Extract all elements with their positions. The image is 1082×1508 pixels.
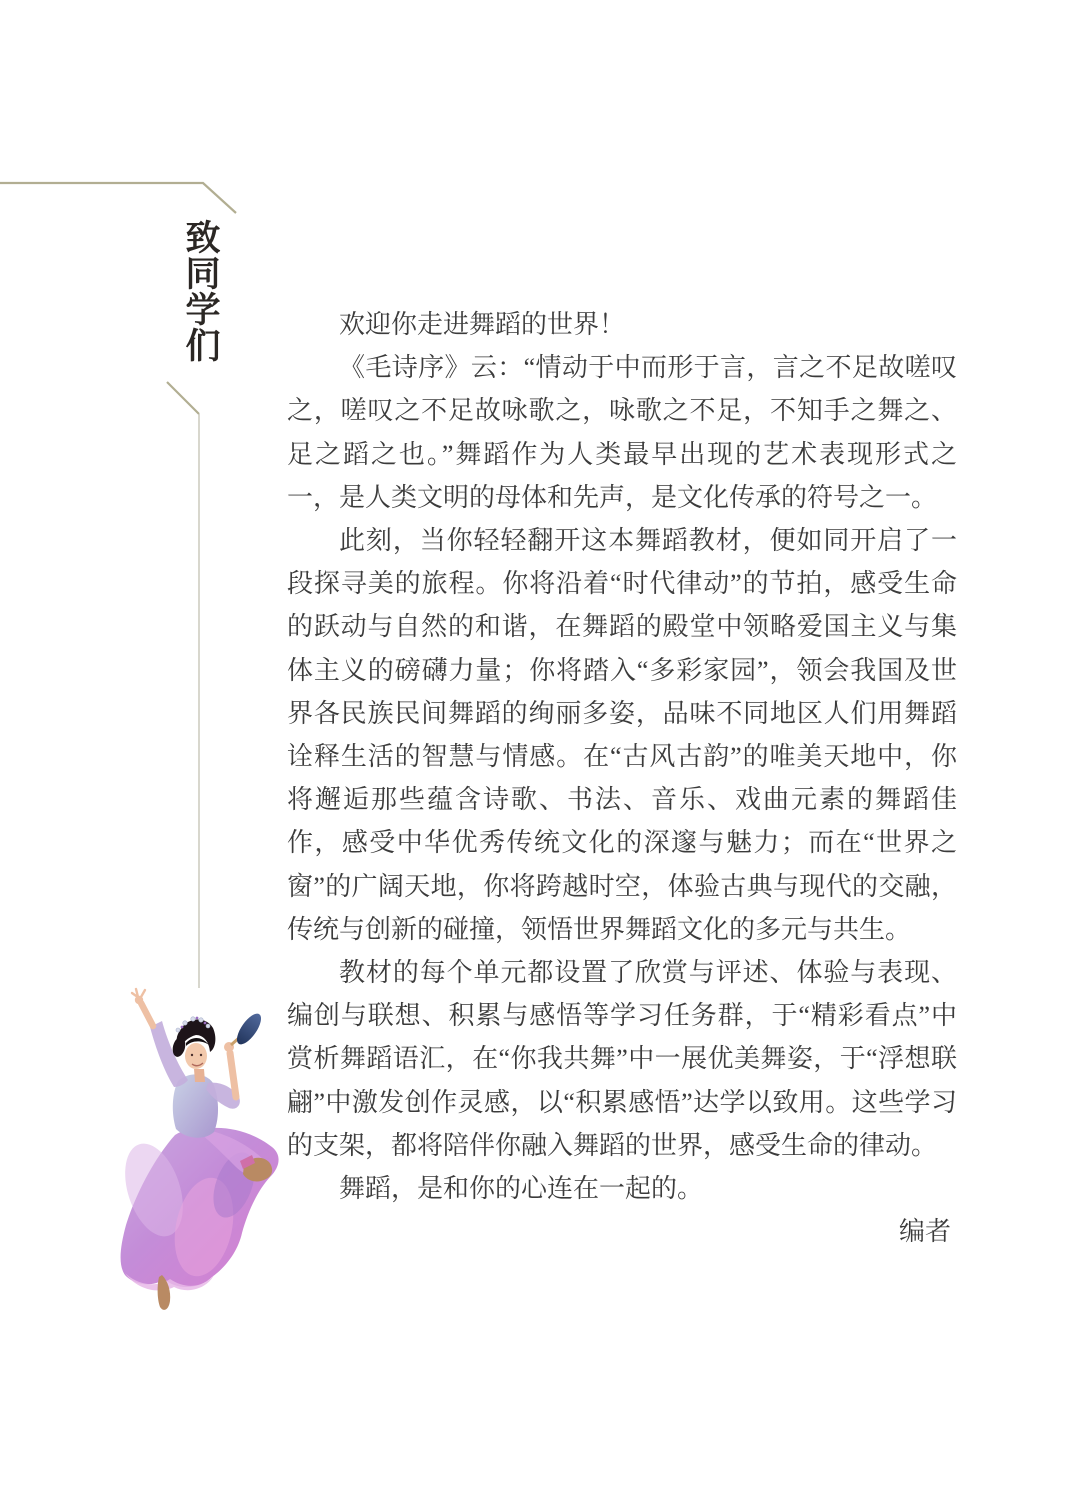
dancer-photo [112,985,287,1320]
dancer-neck [194,1069,205,1082]
fan-icon [233,1010,266,1048]
body-paragraph: 舞蹈，是和你的心连在一起的。 [339,1174,704,1204]
dancer-left-forearm [141,1003,153,1026]
body-paragraph: 教材的每个单元都设置了欣赏与评述、体验与表现、编创与联想、积累与感悟等学习任务群，于“精彩看点”中赏析舞蹈语汇，在“你我共舞”中一展优美舞姿，于“浮想联翩”中激发创作灵感，以“积累感悟”达学以致用。这些学习的支架，都将陪伴你融入舞蹈的世界，感受生命的律动。 [287,958,957,1160]
dancer-eye [191,1054,193,1056]
signature: 编者 [898,1217,951,1247]
dancer-eye [200,1054,202,1056]
decorative-line-top [0,183,236,213]
body-paragraph: 《毛诗序》云：“情动于中而形于言，言之不足故嗟叹之，嗟叹之不足故咏歌之，咏歌之不足，不知手之舞之、足之蹈之也。”舞蹈作为人类最早出现的艺术表现形式之一，是人类文明的母体和先声，是文化传承的符号之一。 [287,353,957,512]
page-title: 致同学们 [181,219,220,363]
dancer-fingers [132,989,145,998]
decorative-line-title-bottom [167,382,199,414]
body-text [287,303,957,1253]
body-paragraph: 此刻，当你轻轻翻开这本舞蹈教材，便如同开启了一段探寻美的旅程。你将沿着“时代律动”的节拍，感受生命的跃动与自然的和谐，在舞蹈的殿堂中领略爱国主义与集体主义的磅礴力量；你将踏入“多彩家园”，领会我国及世界各民族民间舞蹈的绚丽多姿，品味不同地区人们用舞蹈诠释生活的智慧与情感。在“古风古韵”的唯美天地中，你将邂逅那些蕴含诗歌、书法、音乐、戏曲元素的舞蹈佳作，感受中华优秀传统文化的深邃与魅力；而在“世界之窗”的广阔天地，你将跨越时空，体验古典与现代的交融，传统与创新的碰撞，领悟世界舞蹈文化的多元与共生。 [287,526,957,944]
body-paragraph: 欢迎你走进舞蹈的世界！ [339,310,626,339]
